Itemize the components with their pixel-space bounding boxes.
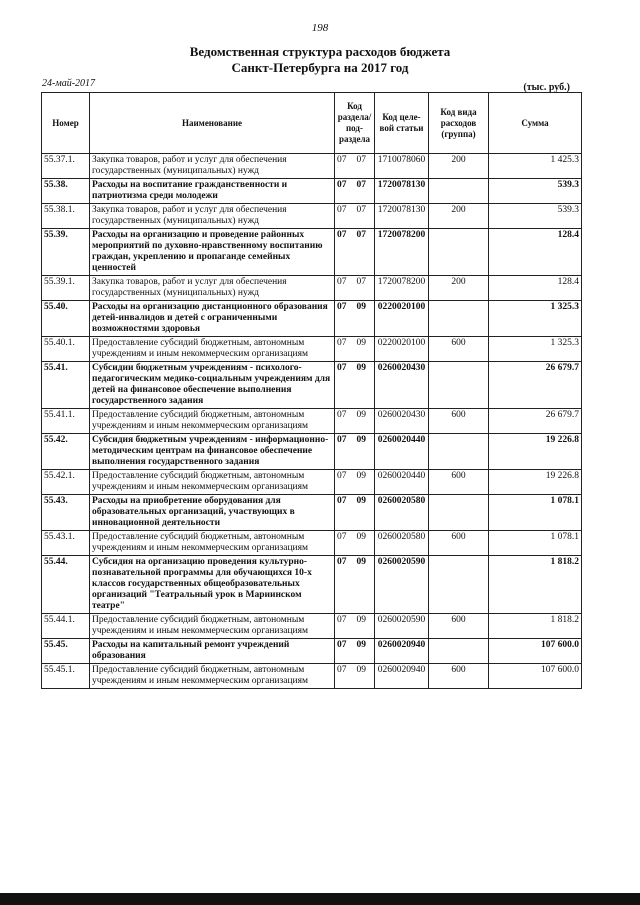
row-sum: 107 600.0 — [489, 639, 582, 664]
row-target-code: 0220020100 — [375, 337, 429, 362]
row-section-code — [335, 229, 375, 276]
row-name: Предоставление субсидий бюджетным, автономным учреждениям и иным некоммерческим организациям — [90, 409, 335, 434]
row-sum: 1 818.2 — [489, 556, 582, 614]
subsection-code: 07 — [356, 155, 366, 165]
row-section-code — [335, 362, 375, 409]
subsection-code: 09 — [356, 410, 366, 420]
row-name: Субсидии бюджетным учреждениям - психолого-педагогическим медико-социальным учреждениям для детей на финансовое обеспечение выполнения государственного задания — [90, 362, 335, 409]
subsection-code: 09 — [356, 471, 366, 481]
row-name: Предоставление субсидий бюджетным, автономным учреждениям и иным некоммерческим организациям — [90, 614, 335, 639]
page-number: 198 — [311, 22, 329, 34]
row-expense-type: 200 — [429, 204, 489, 229]
units-label: (тыс. руб.) — [523, 82, 570, 93]
row-expense-type: 600 — [429, 337, 489, 362]
row-expense-type: 600 — [429, 614, 489, 639]
row-sum: 1 325.3 — [489, 301, 582, 337]
subsection-code: 09 — [356, 338, 366, 348]
row-section-code — [335, 409, 375, 434]
table-row — [42, 470, 582, 495]
section-code: 07 — [337, 615, 347, 625]
table-row — [42, 229, 582, 276]
col-header-sum: Сумма — [489, 93, 582, 154]
row-number: 55.45. — [42, 639, 90, 664]
table-row — [42, 276, 582, 301]
row-target-code: 0260020440 — [375, 434, 429, 470]
row-target-code: 0260020940 — [375, 639, 429, 664]
table-row — [42, 179, 582, 204]
col-header-name: Наименование — [90, 93, 335, 154]
section-code: 07 — [337, 640, 347, 650]
row-name: Субсидия бюджетным учреждениям - информационно-методическим центрам на финансовое обеспечение выполнения государственного задания — [90, 434, 335, 470]
row-section-code — [335, 301, 375, 337]
section-code: 07 — [337, 532, 347, 542]
table-row — [42, 154, 582, 179]
section-code: 07 — [337, 363, 347, 373]
row-sum: 26 679.7 — [489, 409, 582, 434]
row-target-code: 0260020430 — [375, 409, 429, 434]
row-sum: 128.4 — [489, 229, 582, 276]
row-sum: 19 226.8 — [489, 470, 582, 495]
row-number: 55.45.1. — [42, 664, 90, 689]
row-expense-type — [429, 495, 489, 531]
row-number: 55.42. — [42, 434, 90, 470]
row-target-code: 0260020580 — [375, 531, 429, 556]
section-code: 07 — [337, 302, 347, 312]
section-code: 07 — [337, 410, 347, 420]
row-sum: 1 078.1 — [489, 495, 582, 531]
row-name: Расходы на капитальный ремонт учреждений образования — [90, 639, 335, 664]
subsection-code: 07 — [356, 180, 366, 190]
row-target-code: 0260020440 — [375, 470, 429, 495]
row-expense-type: 200 — [429, 154, 489, 179]
row-sum: 539.3 — [489, 204, 582, 229]
row-expense-type — [429, 639, 489, 664]
row-expense-type: 600 — [429, 531, 489, 556]
row-section-code — [335, 276, 375, 301]
row-target-code: 1720078200 — [375, 276, 429, 301]
row-expense-type — [429, 556, 489, 614]
section-code: 07 — [337, 155, 347, 165]
row-number: 55.40. — [42, 301, 90, 337]
col-header-target: Код целе- вой статьи — [375, 93, 429, 154]
section-code: 07 — [337, 230, 347, 240]
table-row — [42, 337, 582, 362]
row-expense-type: 600 — [429, 409, 489, 434]
col-header-section: Код раздела/ под- раздела — [335, 93, 375, 154]
row-name: Предоставление субсидий бюджетным, автономным учреждениям и иным некоммерческим организациям — [90, 664, 335, 689]
table-row — [42, 639, 582, 664]
section-code: 07 — [337, 665, 347, 675]
row-name: Расходы на организацию и проведение районных мероприятий по духовно-нравственному воспитанию граждан, укреплению и пропаганде семейных ценностей — [90, 229, 335, 276]
row-expense-type — [429, 301, 489, 337]
row-sum: 19 226.8 — [489, 434, 582, 470]
row-number: 55.42.1. — [42, 470, 90, 495]
section-code: 07 — [337, 205, 347, 215]
row-target-code: 0260020430 — [375, 362, 429, 409]
row-section-code — [335, 179, 375, 204]
row-number: 55.41.1. — [42, 409, 90, 434]
row-target-code: 1720078200 — [375, 229, 429, 276]
row-target-code: 0260020590 — [375, 556, 429, 614]
row-section-code — [335, 614, 375, 639]
row-number: 55.39. — [42, 229, 90, 276]
subsection-code: 09 — [356, 435, 366, 445]
row-target-code: 0260020940 — [375, 664, 429, 689]
document-date: 24-май-2017 — [42, 78, 96, 89]
row-name: Расходы на организацию дистанционного образования детей-инвалидов и детей с ограниченными возможностями здоровья — [90, 301, 335, 337]
row-section-code — [335, 639, 375, 664]
title-line-2: Санкт-Петербурга на 2017 год — [231, 60, 409, 75]
table-row — [42, 362, 582, 409]
row-section-code — [335, 204, 375, 229]
row-sum: 128.4 — [489, 276, 582, 301]
row-name: Предоставление субсидий бюджетным, автономным учреждениям и иным некоммерческим организациям — [90, 337, 335, 362]
row-expense-type — [429, 434, 489, 470]
row-number: 55.38.1. — [42, 204, 90, 229]
row-section-code — [335, 337, 375, 362]
row-section-code — [335, 434, 375, 470]
row-sum: 1 818.2 — [489, 614, 582, 639]
row-number: 55.39.1. — [42, 276, 90, 301]
section-code: 07 — [337, 557, 347, 567]
row-sum: 1 425.3 — [489, 154, 582, 179]
subsection-code: 07 — [356, 205, 366, 215]
row-name: Закупка товаров, работ и услуг для обеспечения государственных (муниципальных) нужд — [90, 276, 335, 301]
section-code: 07 — [337, 496, 347, 506]
table-row — [42, 664, 582, 689]
row-target-code: 0260020590 — [375, 614, 429, 639]
table-row — [42, 556, 582, 614]
subsection-code: 07 — [356, 277, 366, 287]
row-name: Предоставление субсидий бюджетным, автономным учреждениям и иным некоммерческим организациям — [90, 470, 335, 495]
section-code: 07 — [337, 338, 347, 348]
subsection-code: 09 — [356, 532, 366, 542]
row-section-code — [335, 556, 375, 614]
table-row — [42, 301, 582, 337]
budget-table — [41, 92, 582, 689]
row-target-code: 0260020580 — [375, 495, 429, 531]
row-number: 55.38. — [42, 179, 90, 204]
row-name: Расходы на приобретение оборудования для образовательных организаций, участвующих в инновационной деятельности — [90, 495, 335, 531]
row-target-code: 1710078060 — [375, 154, 429, 179]
section-code: 07 — [337, 180, 347, 190]
subsection-code: 09 — [356, 665, 366, 675]
row-expense-type: 600 — [429, 664, 489, 689]
table-row — [42, 204, 582, 229]
row-number: 55.43. — [42, 495, 90, 531]
row-number: 55.43.1. — [42, 531, 90, 556]
row-number: 55.40.1. — [42, 337, 90, 362]
subsection-code: 09 — [356, 302, 366, 312]
row-name: Закупка товаров, работ и услуг для обеспечения государственных (муниципальных) нужд — [90, 204, 335, 229]
section-code: 07 — [337, 277, 347, 287]
section-code: 07 — [337, 435, 347, 445]
subsection-code: 09 — [356, 496, 366, 506]
row-number: 55.44. — [42, 556, 90, 614]
row-number: 55.37.1. — [42, 154, 90, 179]
row-target-code: 1720078130 — [375, 179, 429, 204]
row-section-code — [335, 154, 375, 179]
table-row — [42, 614, 582, 639]
col-header-number: Номер — [42, 93, 90, 154]
row-expense-type: 600 — [429, 470, 489, 495]
table-row — [42, 495, 582, 531]
table-row — [42, 434, 582, 470]
row-sum: 1 325.3 — [489, 337, 582, 362]
section-code: 07 — [337, 471, 347, 481]
subsection-code: 09 — [356, 557, 366, 567]
row-section-code — [335, 495, 375, 531]
row-sum: 539.3 — [489, 179, 582, 204]
scan-edge — [0, 893, 640, 905]
col-header-expense-type: Код вида расходов (группа) — [429, 93, 489, 154]
row-expense-type — [429, 362, 489, 409]
row-section-code — [335, 531, 375, 556]
title-line-1: Ведомственная структура расходов бюджета — [189, 44, 451, 59]
row-number: 55.41. — [42, 362, 90, 409]
row-section-code — [335, 664, 375, 689]
table-row — [42, 531, 582, 556]
row-section-code — [335, 470, 375, 495]
row-sum: 107 600.0 — [489, 664, 582, 689]
subsection-code: 09 — [356, 363, 366, 373]
row-target-code: 0220020100 — [375, 301, 429, 337]
row-number: 55.44.1. — [42, 614, 90, 639]
row-sum: 1 078.1 — [489, 531, 582, 556]
row-sum: 26 679.7 — [489, 362, 582, 409]
row-expense-type — [429, 229, 489, 276]
table-header-row — [42, 93, 582, 154]
subsection-code: 09 — [356, 640, 366, 650]
subsection-code: 07 — [356, 230, 366, 240]
row-expense-type: 200 — [429, 276, 489, 301]
row-target-code: 1720078130 — [375, 204, 429, 229]
row-expense-type — [429, 179, 489, 204]
row-name: Предоставление субсидий бюджетным, автономным учреждениям и иным некоммерческим организациям — [90, 531, 335, 556]
subsection-code: 09 — [356, 615, 366, 625]
row-name: Расходы на воспитание гражданственности и патриотизма среди молодежи — [90, 179, 335, 204]
row-name: Закупка товаров, работ и услуг для обеспечения государственных (муниципальных) нужд — [90, 154, 335, 179]
document-title — [0, 44, 640, 76]
row-name: Субсидия на организацию проведения культурно-познавательной программы для обучающихся 10-х классов государственных общеобразовательных организаций "Театральный урок в Мариинском театре" — [90, 556, 335, 614]
table-row — [42, 409, 582, 434]
